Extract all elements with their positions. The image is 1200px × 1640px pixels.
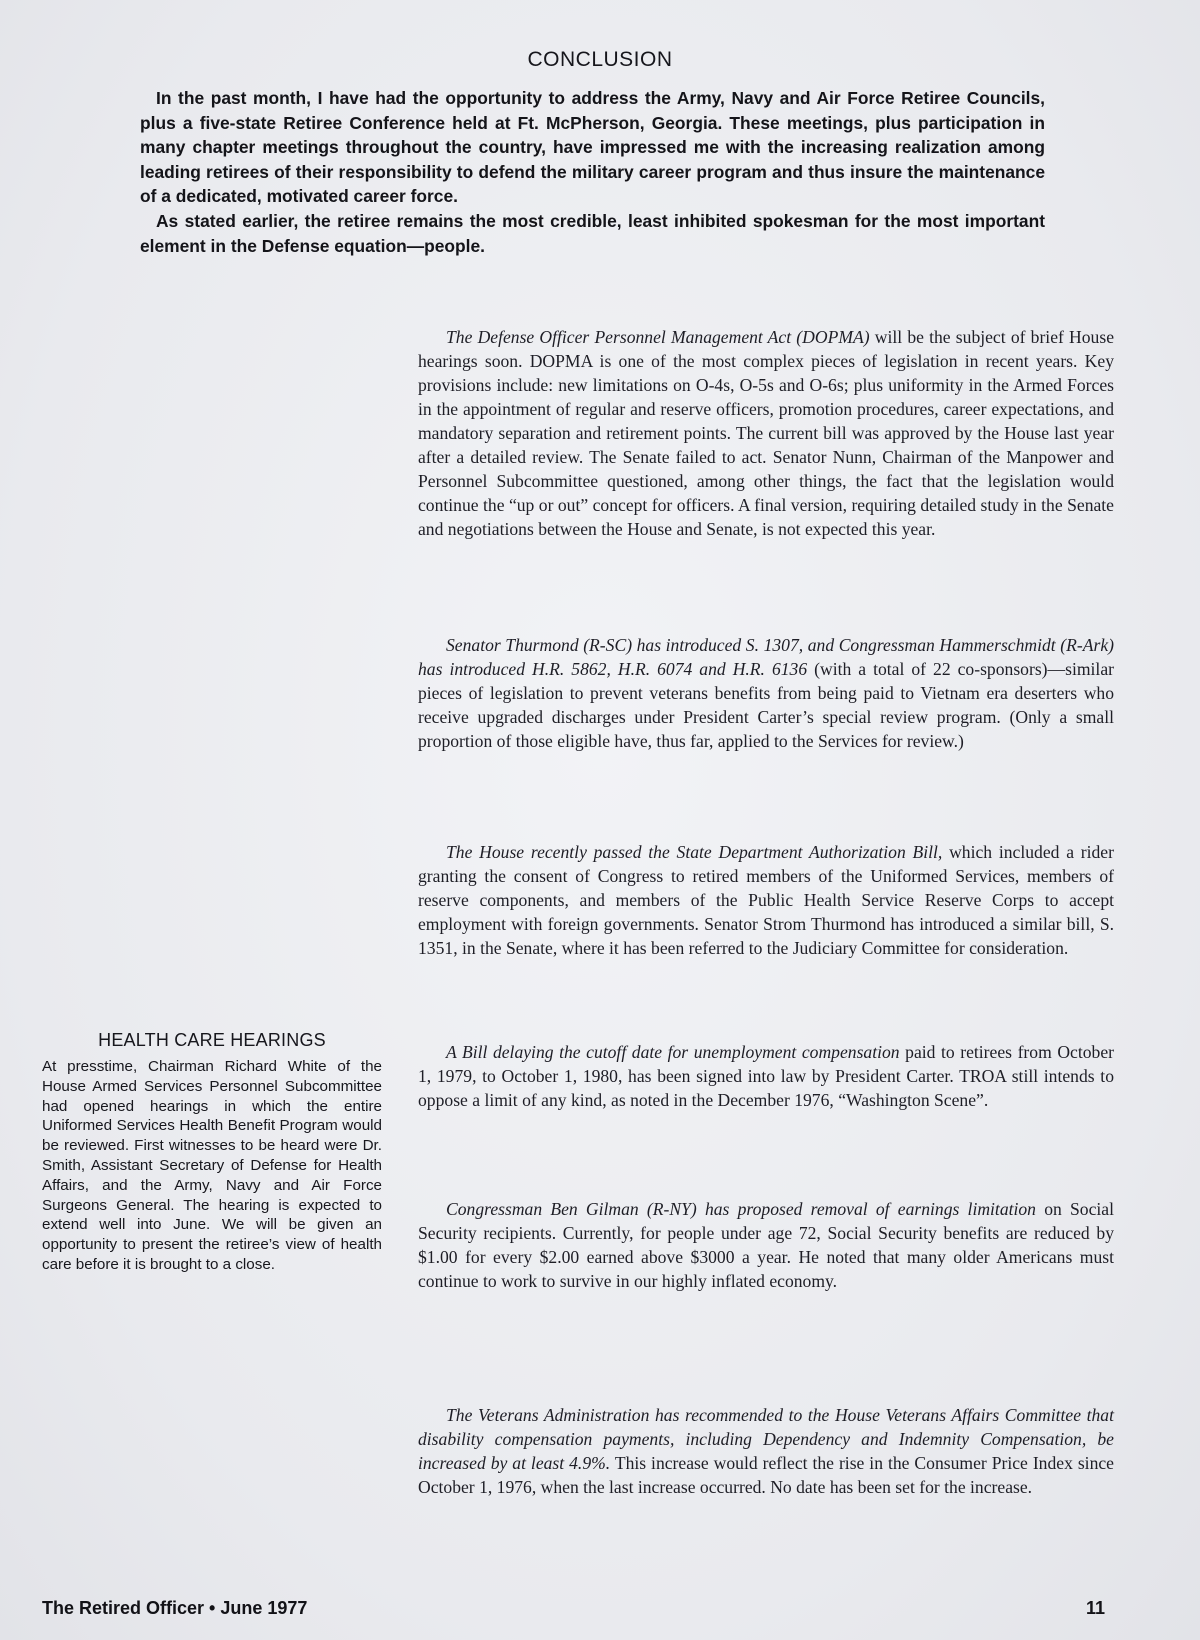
conclusion-paragraph-1: In the past month, I have had the opportunity to address the Army, Navy and Air Force Retiree Councils, plus a five-state Retiree Conference held at Ft. McPherson, Georgia. These meetings, plus participation in many chapter meetings throughout the country, have impressed me with the increasing realization among leading retirees of their responsibility to defend the military career program and thus insure the maintenance of a dedicated, motivated career force. xyxy=(140,88,1045,207)
sidebar-health-care-hearings xyxy=(42,1030,382,1275)
footer-page-number: 11 xyxy=(1086,1598,1106,1618)
news-item-dopma xyxy=(418,325,1114,541)
news-item-text: paid to retirees from October 1, 1979, to October 1, 1980, has been signed into law by President Carter. TROA still intends to oppose a limit of any kind, as noted in the December 1976, “Washington Scene”. xyxy=(418,1042,1114,1110)
news-item-unemployment-compensation xyxy=(418,1040,1114,1112)
news-item-lead: Senator Thurmond (R-SC) has introduced S. 1307, and Congressman Hammerschmidt (R-Ark) has introduced H.R. 5862, H.R. 6074 and H.R. 6136 xyxy=(418,635,1114,679)
news-item-lead: Congressman Ben Gilman (R-NY) has proposed removal of earnings limitation xyxy=(446,1199,1036,1219)
news-item-deserters-benefits xyxy=(418,633,1114,753)
news-item-text: (with a total of 22 co-sponsors)—similar pieces of legislation to prevent veterans benefits from being paid to Vietnam era deserters who receive upgraded discharges under President Carter’s special review program. (Only a small proportion of those eligible have, thus far, applied to the Services for review.) xyxy=(418,659,1114,751)
conclusion-heading: CONCLUSION xyxy=(527,48,673,71)
news-item-text: on Social Security recipients. Currently, for people under age 72, Social Security benefits are reduced by $1.00 for every $2.00 earned above $3000 a year. He noted that many older Americans must continue to work to survive in our highly inflated economy. xyxy=(418,1199,1114,1291)
news-item-earnings-limitation xyxy=(418,1197,1114,1293)
news-item-lead: The Veterans Administration has recommended to the House Veterans Affairs Committee that disability compensation payments, including Dependency and Indemnity Compensation, be increased by at least 4.9%. xyxy=(418,1405,1114,1473)
news-item-text: This increase would reflect the rise in the Consumer Price Index since October 1, 1976, when the last increase occurred. No date has been set for the increase. xyxy=(418,1453,1114,1497)
news-item-lead: A Bill delaying the cutoff date for unemployment compensation xyxy=(446,1042,900,1062)
sidebar-title: HEALTH CARE HEARINGS xyxy=(98,1030,326,1050)
news-item-disability-compensation xyxy=(418,1403,1114,1499)
news-item-text: will be the subject of brief House hearings soon. DOPMA is one of the most complex pieces of legislation in recent years. Key provisions include: new limitations on O-4s, O-5s and O-6s; plus uniformity in the Armed Forces in the appointment of regular and reserve officers, promotion procedures, career expectations, and mandatory separation and retirement points. The current bill was approved by the House last year after a detailed review. The Senate failed to act. Senator Nunn, Chairman of the Manpower and Personnel Subcommittee questioned, among other things, the fact that the legislation would continue the “up or out” concept for officers. A final version, requiring detailed study in the Senate and negotiations between the House and Senate, is not expected this year. xyxy=(418,327,1115,539)
conclusion-body xyxy=(140,86,1045,258)
news-item-lead: The House recently passed the State Department Authorization Bill, xyxy=(446,842,943,862)
footer-publication: The Retired Officer • June 1977 xyxy=(42,1598,308,1618)
sidebar-body: At presstime, Chairman Richard White of the House Armed Services Personnel Subcommittee had opened hearings in which the entire Uniformed Services Health Benefit Program would be reviewed. First witnesses to be heard were Dr. Smith, Assistant Secretary of Defense for Health Affairs, and the Army, Navy and Air Force Surgeons General. The hearing is expected to extend well into June. We will be given an opportunity to present the retiree’s view of health care before it is brought to a close. xyxy=(42,1058,382,1273)
news-item-state-department-bill xyxy=(418,840,1114,960)
news-item-lead: The Defense Officer Personnel Management Act (DOPMA) xyxy=(446,327,870,347)
news-item-text: which included a rider granting the consent of Congress to retired members of the Uniformed Services, members of reserve components, and members of the Public Health Service Reserve Corps to accept employment with foreign governments. Senator Strom Thurmond has introduced a similar bill, S. 1351, in the Senate, where it has been referred to the Judiciary Committee for consideration. xyxy=(418,842,1114,958)
conclusion-paragraph-2: As stated earlier, the retiree remains the most credible, least inhibited spokesman for the most important element in the Defense equation—people. xyxy=(140,210,1045,256)
